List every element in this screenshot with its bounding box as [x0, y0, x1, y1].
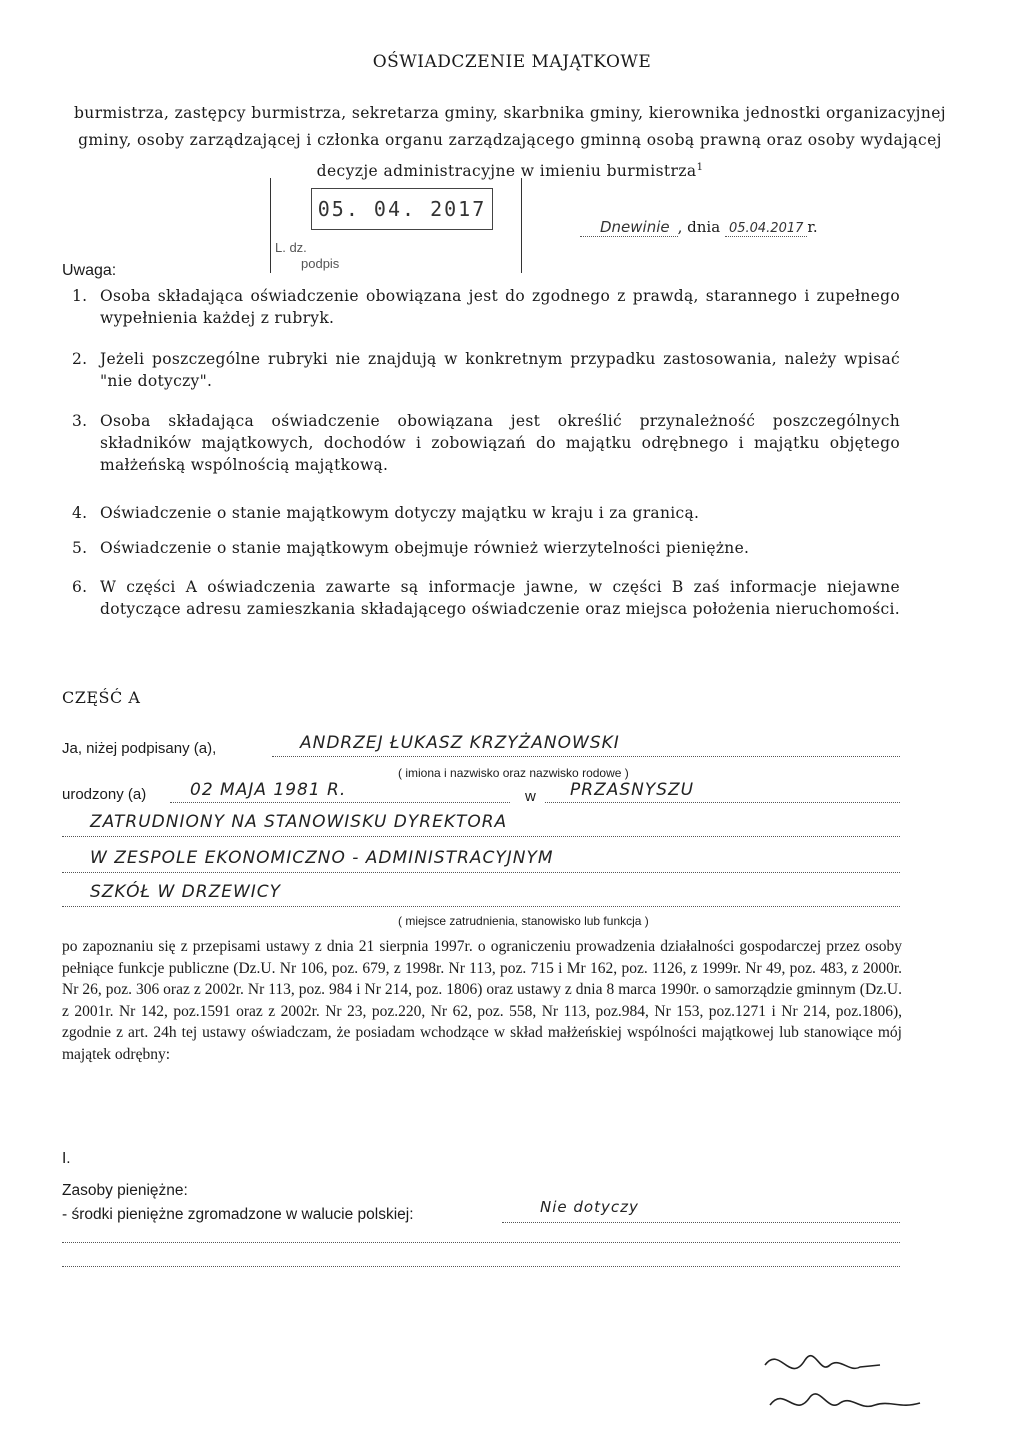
pln-funds-dotted-line	[502, 1222, 900, 1223]
job-line-3: SZKÓŁ W DRZEWICY	[90, 882, 282, 902]
note-3	[72, 410, 900, 476]
note-number: 1.	[72, 287, 88, 305]
stamp-podpis: podpis	[301, 256, 340, 271]
note-text: Osoba składająca oświadczenie obowiązana jest do zgodnego z prawdą, starannego i zupełnego wypełnienia każdej z rubryk.	[100, 287, 900, 327]
page-title: OŚWIADCZENIE MAJĄTKOWE	[372, 52, 652, 72]
note-1	[72, 285, 900, 329]
note-number: 2.	[72, 350, 88, 368]
job-caption: ( miejsce zatrudnienia, stanowisko lub funkcja )	[398, 914, 649, 928]
ja-label: Ja, niżej podpisany (a),	[62, 740, 217, 757]
full-name-value: ANDRZEJ ŁUKASZ KRZYŻANOWSKI	[300, 733, 620, 753]
registration-stamp	[270, 178, 522, 273]
born-label: urodzony (a)	[62, 786, 147, 803]
cash-resources-label: Zasoby pieniężne:	[62, 1182, 188, 1199]
note-text: Jeżeli poszczególne rubryki nie znajdują w konkretnym przypadku zastosowania, należy wpisać "nie dotyczy".	[100, 350, 900, 390]
job-dotted-line-2	[62, 872, 900, 873]
note-number: 5.	[72, 539, 88, 557]
uwaga-label: Uwaga:	[62, 262, 117, 279]
dnia-label: , dnia	[677, 218, 721, 236]
declaration-date: 05.04.2017	[725, 221, 807, 237]
legal-basis-text: po zapoznaniu się z przepisami ustawy z dnia 21 sierpnia 1997r. o ograniczeniu prowadzenia działalności gospodarczej przez osoby pełniące funkcje publiczne (Dz.U. Nr 106, poz. 679, z 1998r. Nr 113, poz. 715 i Mr 162, poz. 1126, z 1999r. Nr 49, poz. 483, z 2000r. Nr 26, poz. 306 oraz z 2002r. Nr 113, poz. 984 i Nr 214, poz. 1806) oraz ustawy z dnia 8 marca 1990r. o samorządzie gminnym (Dz.U. z 2001r. Nr 142, poz.1591 oraz z 2002r. Nr 23, poz.220, Nr 62, poz. 558, Nr 113, poz.984, Nr 153, poz.1271 i Nr 214, poz.1806), zgodnie z art. 24h tej ustawy oświadczam, że posiadam wchodzące w skład małżeńskiej wspólności majątkowej lub stanowiące mój majątek odrębny:	[62, 938, 902, 1063]
born-in-label: w	[525, 788, 536, 805]
section-i-heading: I.	[62, 1150, 71, 1167]
name-dotted-line	[272, 756, 900, 757]
note-4	[72, 502, 900, 524]
note-number: 3.	[72, 412, 88, 430]
place-date	[580, 218, 818, 236]
signature	[760, 1345, 940, 1425]
stamp-ldz: L. dz.	[275, 240, 307, 255]
intro-footnote: 1	[696, 162, 704, 173]
note-number: 4.	[72, 504, 88, 522]
note-2	[72, 348, 900, 392]
note-text: W części A oświadczenia zawarte są informacje jawne, w części B zaś informacje niejawne dotyczące adresu zamieszkania składającego oświadczenie oraz miejsca położenia nieruchomości.	[100, 578, 900, 618]
born-place-dotted-line	[545, 802, 900, 803]
note-6	[72, 576, 900, 620]
place-name: Dnewinie	[580, 218, 678, 237]
note-number: 6.	[72, 578, 88, 596]
date-suffix: r.	[807, 218, 818, 236]
born-date-dotted-line	[170, 802, 510, 803]
stamp-date: 05. 04. 2017	[311, 188, 493, 230]
born-date-value: 02 MAJA 1981 R.	[190, 780, 347, 800]
intro-body: burmistrza, zastępcy burmistrza, sekretarza gminy, skarbnika gminy, kierownika jednostki organizacyjnej gminy, osoby zarządzającej i członka organu zarządzającego gminną osobą prawną oraz osoby wydającej decyzje administracyjne w imieniu burmistrza	[73, 104, 947, 181]
note-text: Oświadczenie o stanie majątkowym obejmuje również wierzytelności pieniężne.	[100, 539, 750, 557]
intro-text	[70, 100, 950, 185]
pln-funds-dotted-line-2	[62, 1242, 900, 1243]
name-caption: ( imiona i nazwisko oraz nazwisko rodowe )	[398, 766, 629, 780]
pln-funds-label: - środki pieniężne zgromadzone w walucie polskiej:	[62, 1206, 414, 1223]
job-line-1: ZATRUDNIONY NA STANOWISKU DYREKTORA	[90, 812, 508, 832]
job-dotted-line-1	[62, 836, 900, 837]
born-place-value: PRZASNYSZU	[570, 780, 695, 800]
note-5	[72, 537, 900, 559]
pln-funds-dotted-line-3	[62, 1266, 900, 1267]
pln-funds-value: Nie dotyczy	[540, 1198, 639, 1216]
section-a-heading: CZĘŚĆ A	[62, 688, 141, 707]
job-line-2: W ZESPOLE EKONOMICZNO - ADMINISTRACYJNYM	[90, 848, 554, 868]
note-text: Oświadczenie o stanie majątkowym dotyczy majątku w kraju i za granicą.	[100, 504, 700, 522]
note-text: Osoba składająca oświadczenie obowiązana jest określić przynależność poszczególnych składników majątkowych, dochodów i zobowiązań do majątku odrębnego i majątku objętego małżeńską wspólnością majątkową.	[100, 412, 900, 474]
job-dotted-line-3	[62, 906, 900, 907]
